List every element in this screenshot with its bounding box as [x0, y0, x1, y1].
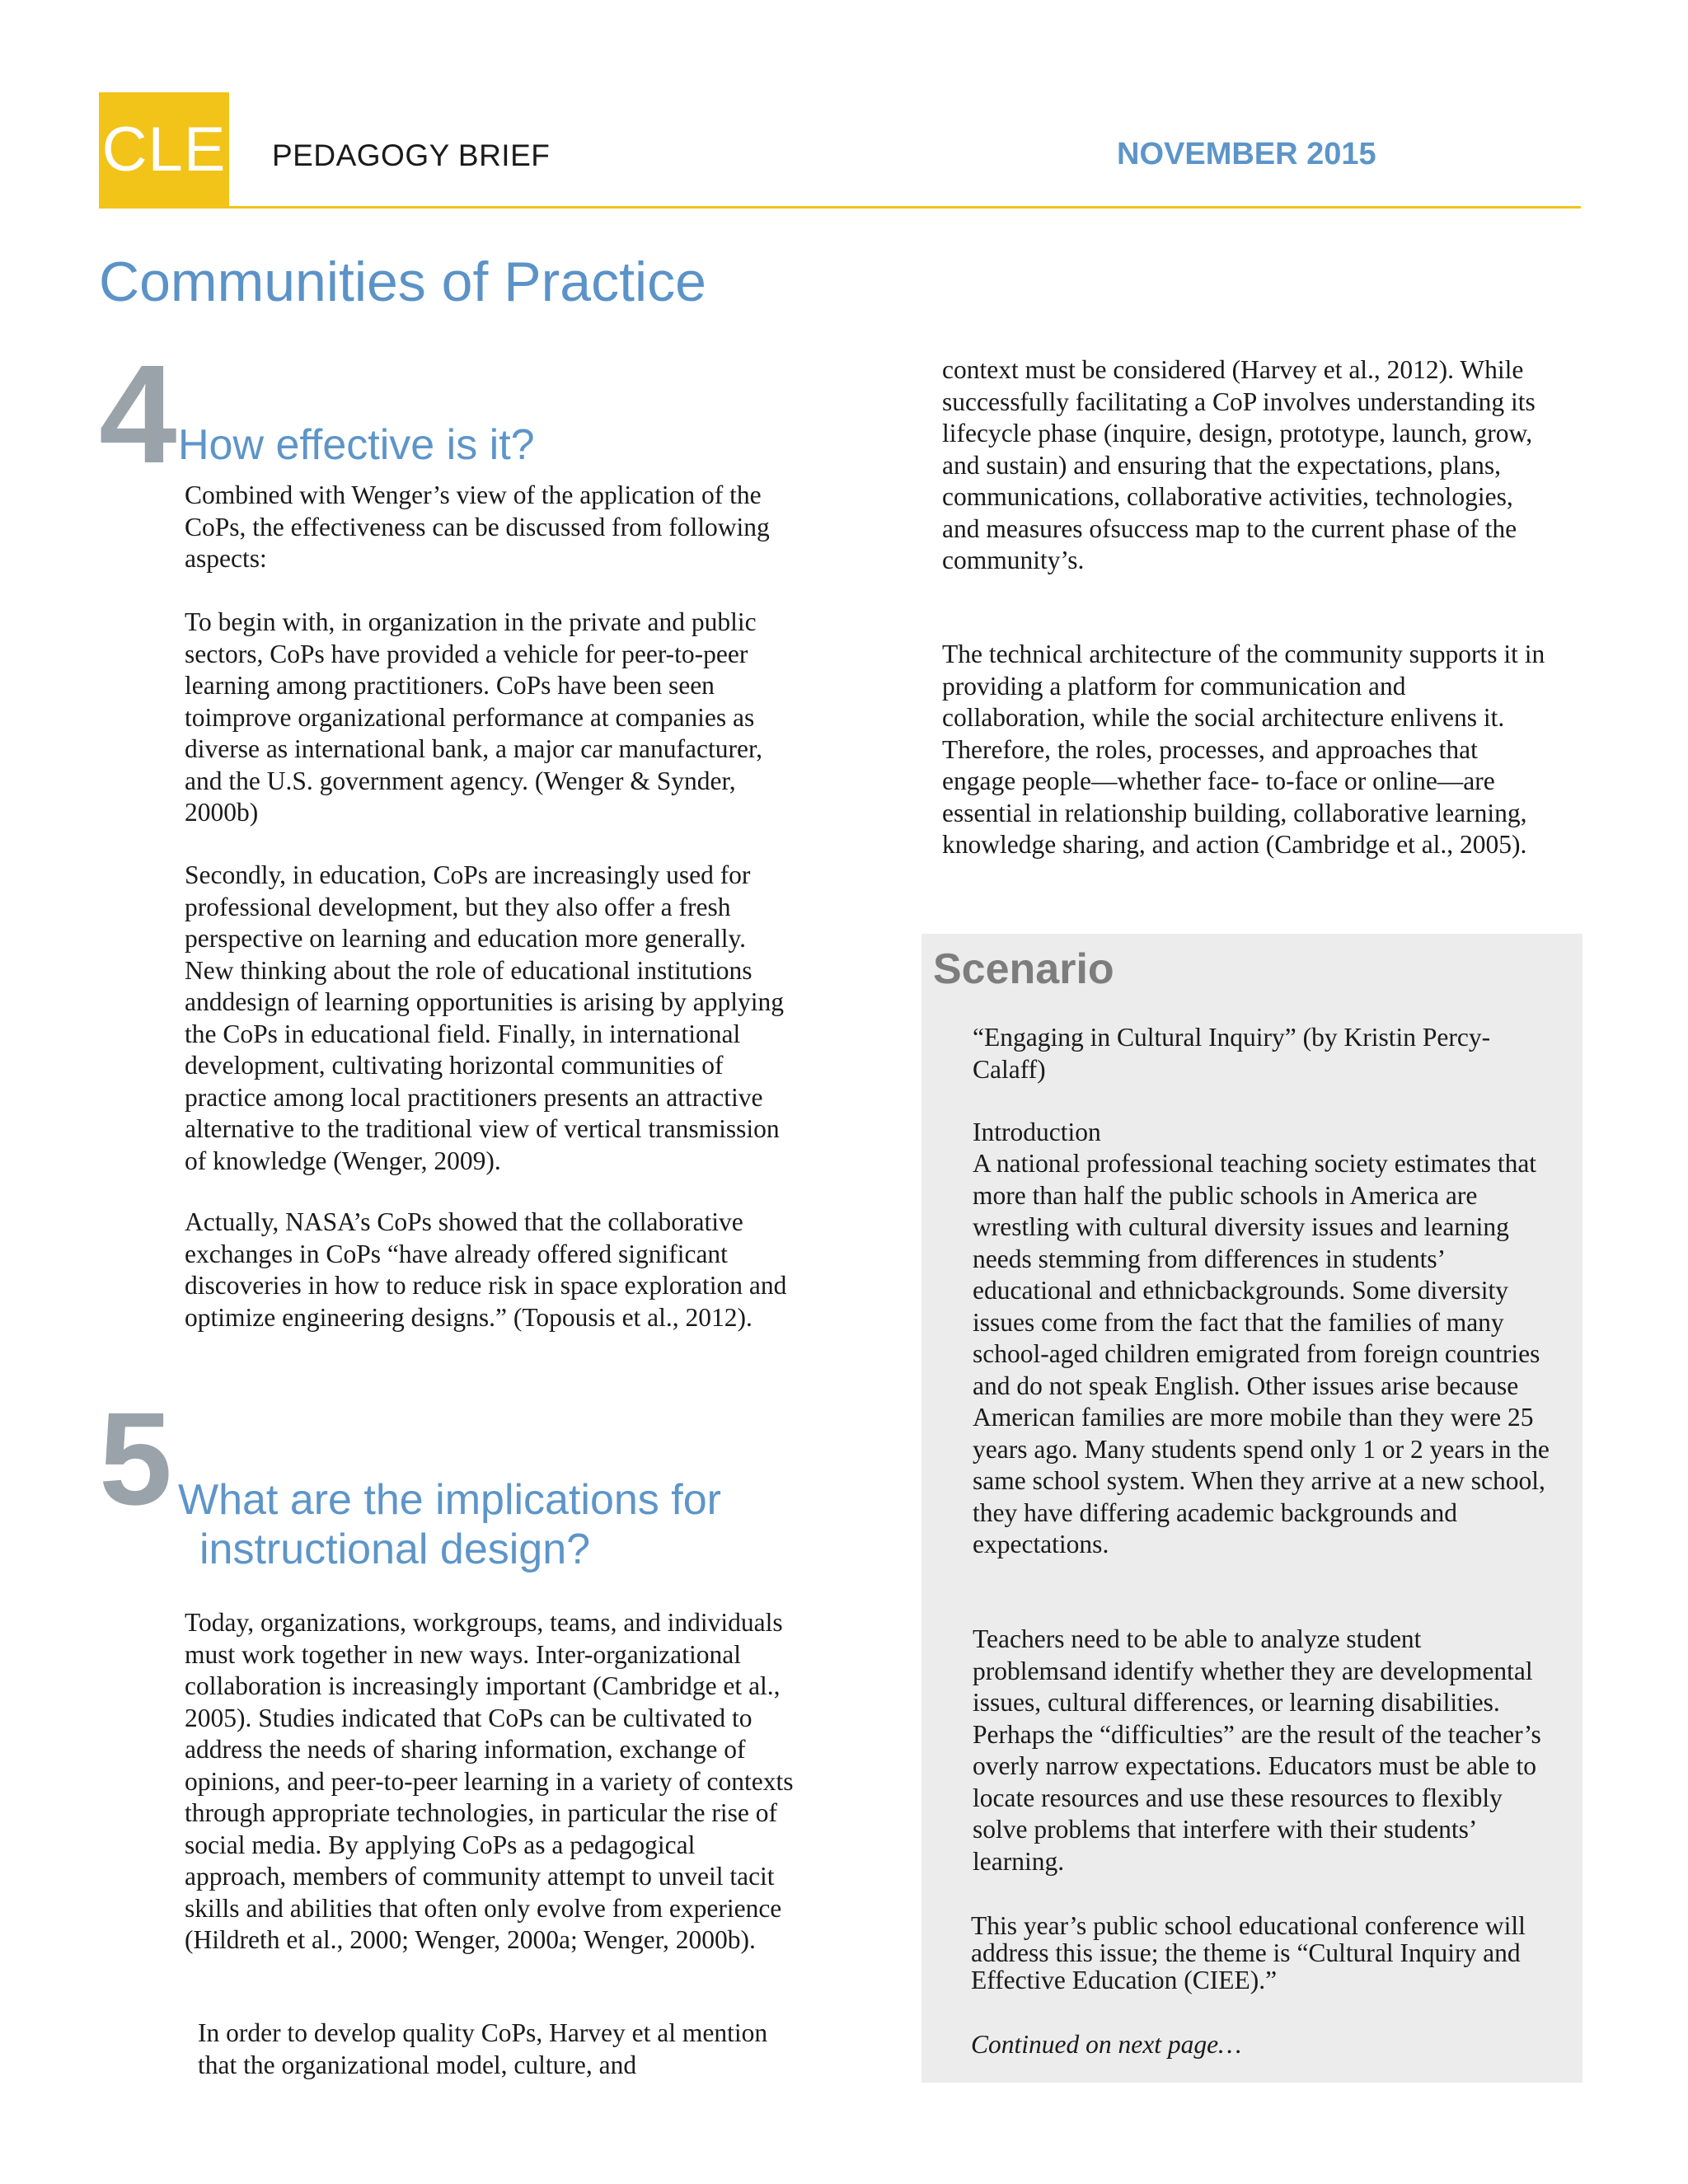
scenario-paragraph-3: This year’s public school educational conference will address this issue; the theme is “Cultural Inquiry and Effective Education (CIEE).”: [971, 1911, 1526, 1994]
brief-label: PEDAGOGY BRIEF: [272, 138, 551, 172]
page-title: Communities of Practice: [99, 251, 706, 313]
cle-logo: CLE: [99, 92, 229, 208]
issue-date: NOVEMBER 2015: [1117, 137, 1376, 171]
section5-paragraph-2: In order to develop quality CoPs, Harvey et al mention that the organizational model, culture, and: [198, 2018, 768, 2079]
section4-paragraph-4: Actually, NASA’s CoPs showed that the collaborative exchanges in CoPs “have already offered significant discoveries in how to reduce risk in space exploration and optimize engineering designs.” (Topousis et al., 2012).: [185, 1207, 787, 1332]
section5-paragraph-1: Today, organizations, workgroups, teams, and individuals must work together in new ways. Inter-organizational collaboration is increasingly important (Cambridge et al., 2005). Studies indicated that CoPs can be cultivated to address the needs of sharing information, exchange of opinions, and peer-to-peer learning in a variety of contexts through appropriate technologies, in particular the rise of social media. By applying CoPs as a pedagogical approach, members of community attempt to unveil tacit skills and abilities that often only evolve from experience (Hildreth et al., 2000; Wenger, 2000a; Wenger, 2000b).: [185, 1608, 794, 1954]
section-heading-effectiveness: How effective is it?: [178, 421, 535, 469]
section-number-5: 5: [99, 1385, 172, 1532]
header-divider: [99, 206, 1581, 209]
section-number-4: 4: [99, 336, 177, 493]
continued-note: Continued on next page…: [971, 2030, 1242, 2059]
scenario-title: Scenario: [933, 945, 1114, 993]
section4-paragraph-2: To begin with, in organization in the private and public sectors, CoPs have provided a vehicle for peer-to-peer learning among practitioners. CoPs have been seen toimprove organizational performance at companies as diverse as international bank, a major car manufacturer, and the U.S. government agency. (Wenger & Synder, 2000b): [185, 607, 763, 827]
right-column-paragraph-2: The technical architecture of the community supports it in providing a platform for communication and collaboration, while the social architecture enlivens it. Therefore, the roles, processes, and approaches that engage people—whether face- to-face or online—are essential in relationship building, collaborative learning, knowledge sharing, and action (Cambridge et al., 2005).: [942, 640, 1545, 859]
section-heading-implications-line2: instructional design?: [199, 1526, 591, 1573]
scenario-paragraph-2: Teachers need to be able to analyze student problemsand identify whether they are developmental issues, cultural differences, or learning disabilities. Perhaps the “difficulties” are the result of the teacher’s overly narrow expectations. Educators must be able to locate resources and use these resources to flexibly solve problems that interfere with their students’ learning.: [973, 1624, 1541, 1876]
scenario-intro-label: Introduction: [973, 1118, 1101, 1146]
section4-paragraph-3: Secondly, in education, CoPs are increasingly used for professional development, but they also offer a fresh perspective on learning and education more generally. New thinking about the role of educational institutions anddesign of learning opportunities is arising by applying the CoPs in educational field. Finally, in international development, cultivating horizontal communities of practice among local practitioners presents an attractive alternative to the traditional view of vertical transmission of knowledge (Wenger, 2009).: [185, 860, 785, 1175]
right-column-paragraph-1: context must be considered (Harvey et al., 2012). While successfully facilitating a CoP involves understanding its lifecycle phase (inquire, design, prototype, launch, grow, and sustain) and ensuring that the expectations, plans, communications, collaborative activities, technologies, and measures ofsuccess map to the current phase of the community’s.: [942, 355, 1536, 574]
scenario-subtitle: “Engaging in Cultural Inquiry” (by Kristin Percy-Calaff): [973, 1023, 1491, 1084]
section4-paragraph-1: Combined with Wenger’s view of the application of the CoPs, the effectiveness can be discussed from following aspects:: [185, 480, 770, 573]
scenario-paragraph-1: A national professional teaching society estimates that more than half the public schools in America are wrestling with cultural diversity issues and learning needs stemming from differences in students’ educational and ethnicbackgrounds. Some diversity issues come from the fact that the families of many school-aged children emigrated from foreign countries and do not speak English. Other issues arise because American families are more mobile than they were 25 years ago. Many students spend only 1 or 2 years in the same school system. When they arrive at a new school, they have differing academic backgrounds and expectations.: [973, 1149, 1550, 1558]
section-heading-implications-line1: What are the implications for: [178, 1476, 721, 1524]
